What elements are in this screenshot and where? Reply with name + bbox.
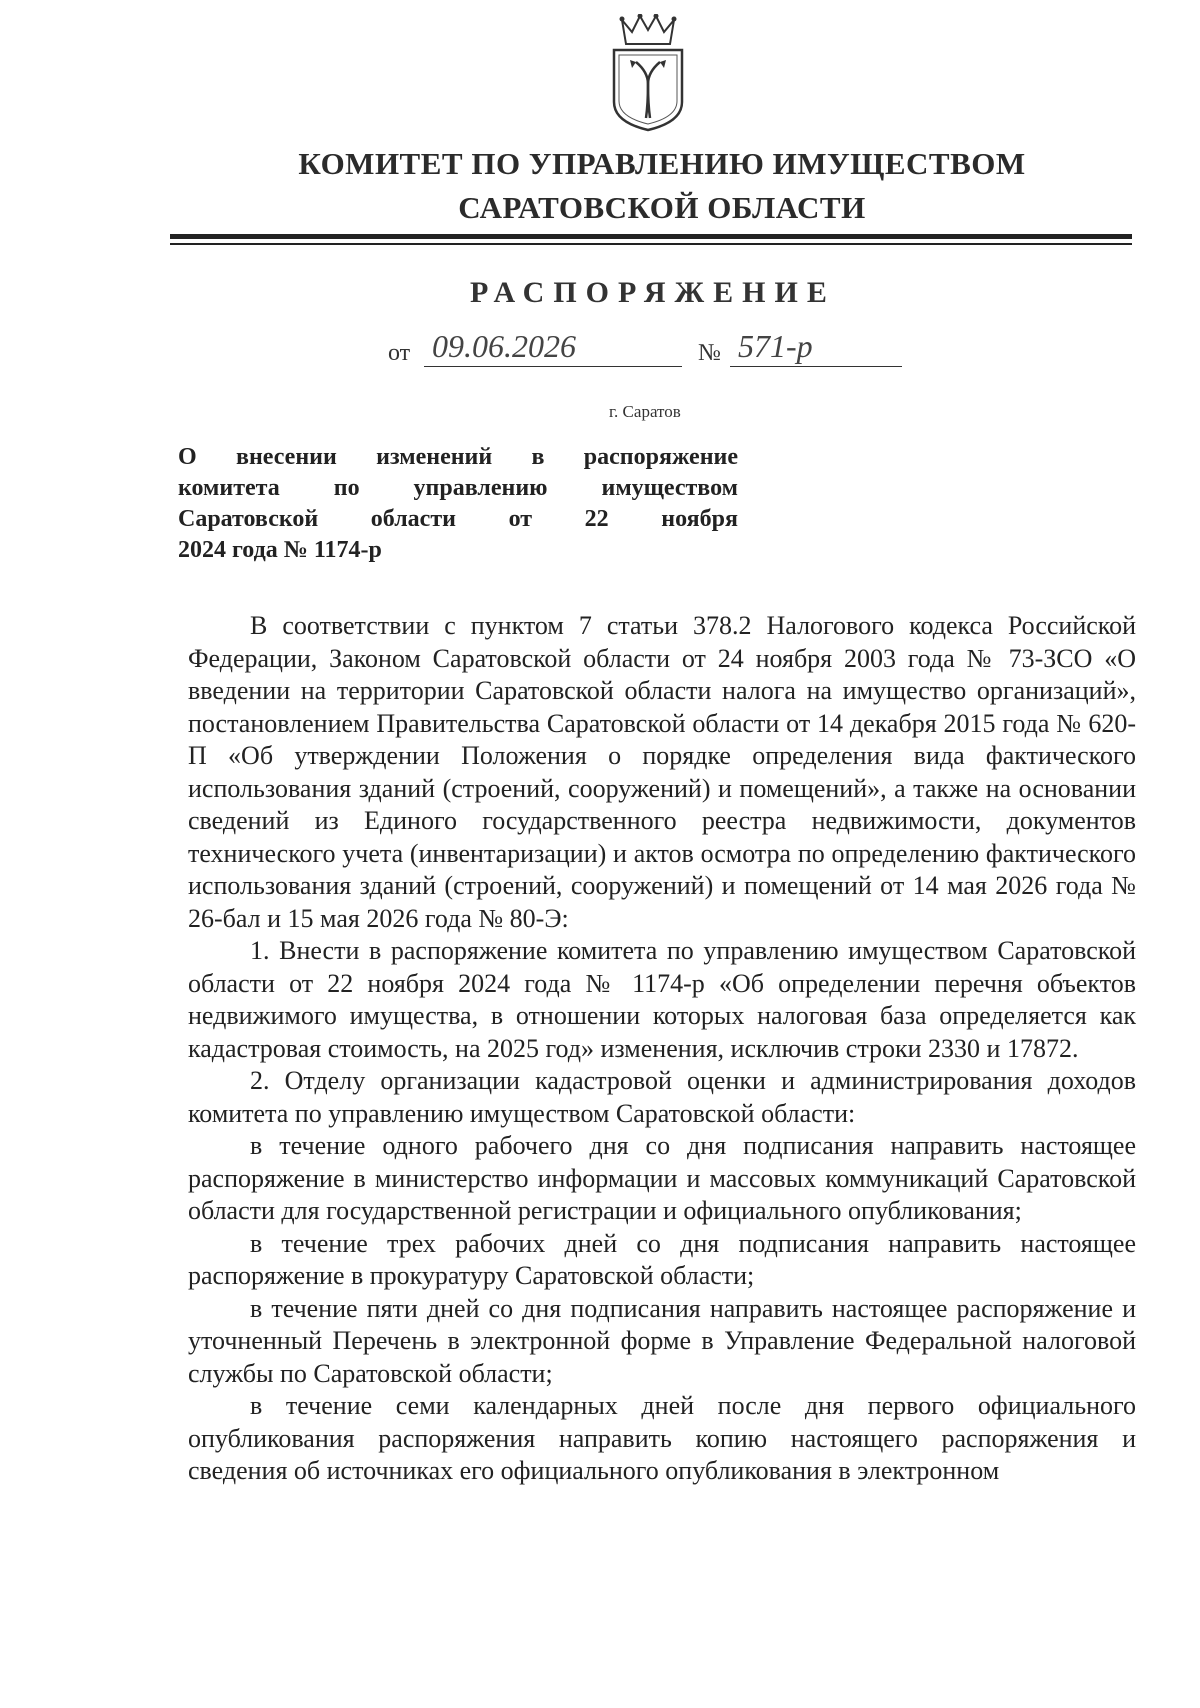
handwritten-date: 09.06.2026 <box>432 328 576 364</box>
document-type: РАСПОРЯЖЕНИЕ <box>470 276 836 309</box>
subject-heading <box>178 442 738 566</box>
organization-name-line1: КОМИТЕТ ПО УПРАВЛЕНИЮ ИМУЩЕСТВОМ <box>298 146 1026 181</box>
number-label: № <box>698 340 721 366</box>
header-divider-thick <box>170 234 1132 239</box>
number-underline <box>730 366 902 367</box>
from-label: от <box>388 340 411 366</box>
body-paragraph: В соответствии с пунктом 7 статьи 378.2 Налогового кодекса Российской Федерации, Законом Саратовской области от 24 ноября 2003 года № 73-ЗСО «О введении на территории Саратовской области налога на имущество организаций», постановлением Правительства Саратовской области от 14 декабря 2015 года № 620-П «Об утверждении Положения о порядке определения вида фактического использования зданий (строений, сооружений) и помещений», а также на основании сведений из Единого государственного реестра недвижимости, документов технического учета (инвентаризации) и актов осмотра по определению фактического использования зданий (строений, сооружений) и помещений от 14 мая 2026 года № 26-бал и 15 мая 2026 года № 80-Э: <box>188 611 1136 933</box>
date-underline <box>424 366 682 367</box>
body-paragraph: в течение трех рабочих дней со дня подписания направить настоящее распоряжение в прокуратуру Саратовской области; <box>188 1228 1136 1290</box>
body-paragraph: в течение семи календарных дней после дня первого официального опубликования распоряжения направить копию настоящего распоряжения и сведения об источниках его официального опубликования в электронном <box>188 1391 1136 1485</box>
subject-line: Саратовской области от 22 ноября <box>178 506 738 532</box>
body-paragraph: в течение пяти дней со дня подписания направить настоящее распоряжение и уточненный Перечень в электронной форме в Управление Федеральной налоговой службы по Саратовской области; <box>188 1293 1136 1388</box>
body-paragraph: в течение одного рабочего дня со дня подписания направить настоящее распоряжение в министерство информации и массовых коммуникаций Саратовской области для государственной регистрации и официального опубликования; <box>188 1131 1136 1225</box>
subject-line: комитета по управлению имуществом <box>178 475 738 501</box>
subject-line: О внесении изменений в распоряжение <box>178 444 738 470</box>
city-label: г. Саратов <box>609 402 681 421</box>
body-paragraph: 1. Внести в распоряжение комитета по управлению имуществом Саратовской области от 22 ноября 2024 года № 1174-р «Об определении перечня объектов недвижимого имущества, в отношении которых налоговая база определяется как кадастровая стоимость, на 2025 год» изменения, исключив строки 2330 и 17872. <box>188 936 1136 1063</box>
header-divider-thin <box>170 243 1132 245</box>
subject-line: 2024 года № 1174-р <box>178 537 382 563</box>
organization-name-line2: САРАТОВСКОЙ ОБЛАСТИ <box>458 190 866 225</box>
handwritten-number: 571-р <box>738 328 813 364</box>
document-body <box>188 610 1136 1488</box>
body-paragraph: 2. Отделу организации кадастровой оценки и администрирования доходов комитета по управлению имуществом Саратовской области: <box>188 1066 1136 1128</box>
coat-of-arms-icon <box>608 14 688 132</box>
